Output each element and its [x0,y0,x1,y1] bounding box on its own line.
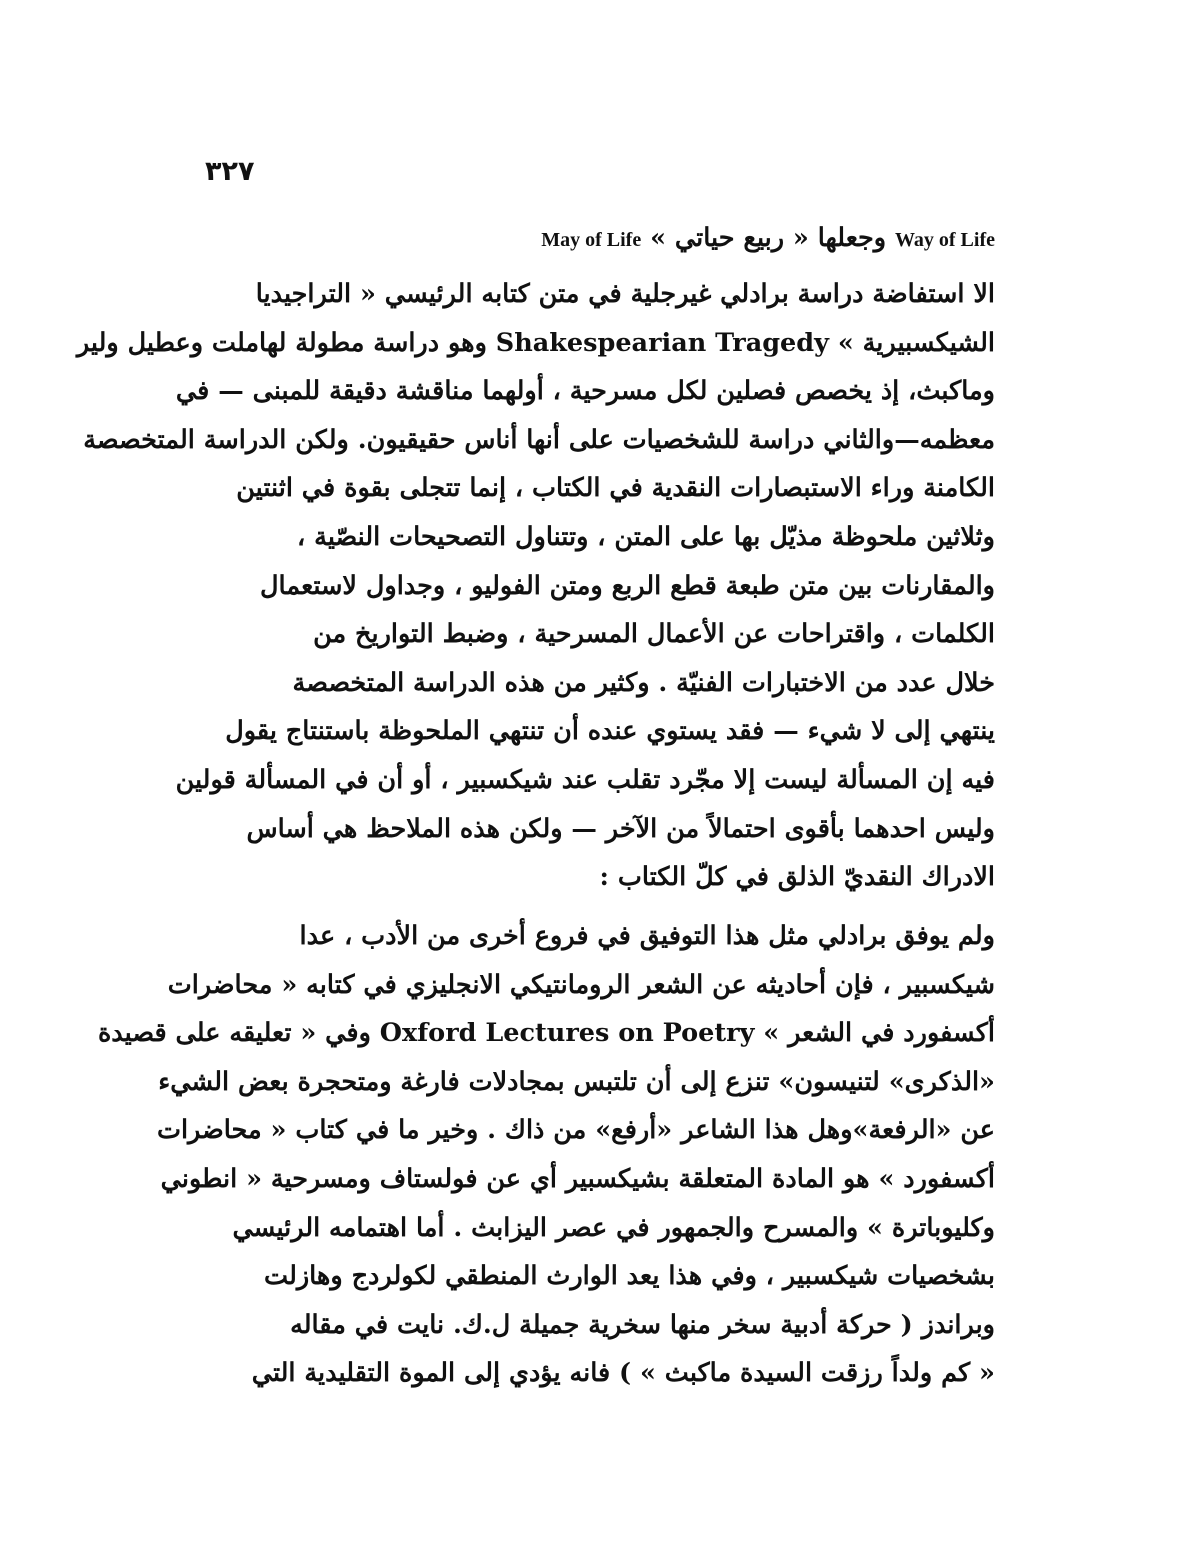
text-line: عن «الرفعة»وهل هذا الشاعر «أرفع» من ذاك . وخير ما في كتاب « محاضرات [156,1115,995,1146]
text-line: وماكبث، إذ يخصص فصلين لكل مسرحية ، أولهما مناقشة دقيقة للمبنى — في [175,376,995,407]
text-line: والمقارنات بين متن طبعة قطع الربع ومتن الفوليو ، وجداول لاستعمال [260,570,995,601]
english-term-way-of-life: Way of Life [895,229,995,251]
text-line: وبراندز ( حركة أدبية سخر منها سخرية جميلة ل.ك. نايت في مقاله [290,1309,995,1340]
text-line: وليس احدهما بأقوى احتمالاً من الآخر — ولكن هذه الملاحظ هي أساس [246,813,995,844]
text-line: فيه إن المسألة ليست إلا مجّرد تقلب عند شيكسبير ، أو أن في المسألة قولين [175,764,995,795]
header-line [205,218,995,260]
text-line: أكسفورد » هو المادة المتعلقة بشيكسبير أي عن فولستاف ومسرحية « انطوني [160,1163,995,1194]
text-line: ينتهي إلى لا شيء — فقد يستوي عنده أن تنتهي الملحوظة باستنتاج يقول [225,716,995,747]
text-line: الكلمات ، واقتراحات عن الأعمال المسرحية ، وضبط التواريخ من [313,619,995,650]
text-line: خلال عدد من الاختبارات الفنيّة . وكثير من هذه الدراسة المتخصصة [292,667,995,698]
paragraph-2 [97,912,995,1398]
text-line: الا استفاضة دراسة برادلي غيرجلية في متن كتابه الرئيسي « التراجيديا [255,279,995,309]
arabic-header-text: وجعلها « ربيع حياتي » [650,223,887,253]
text-line: الادراك النقديّ الذلق في كلّ الكتاب : [599,862,995,893]
text-line: وثلاثين ملحوظة مذيّل بها على المتن ، وتتناول التصحيحات النصّية ، [297,521,995,552]
text-line: ولم يوفق برادلي مثل هذا التوفيق في فروع أخرى من الأدب ، عدا [299,921,995,951]
text-line: الكامنة وراء الاستبصارات النقدية في الكتاب ، إنما تتجلى بقوة في اثنتين [236,473,995,504]
paragraph-1 [76,270,995,902]
text-line: شيكسبير ، فإن أحاديثه عن الشعر الرومانتيكي الانجليزي في كتابه « محاضرات [167,969,995,1000]
english-term-may-of-life: May of Life [541,229,642,251]
text-line: بشخصيات شيكسبير ، وفي هذا يعد الوارث المنطقي لكولردج وهازلت [264,1261,995,1292]
page-number: ٣٢٧ [205,156,255,187]
text-line: أكسفورد في الشعر » Oxford Lectures on Poetry وفي « تعليقه على قصيدة [97,1018,995,1049]
text-line: «الذكرى» لتنيسون» تنزع إلى أن تلتبس بمجادلات فارغة ومتحجرة بعض الشيء [158,1066,995,1097]
text-line: الشيكسبيرية » Shakespearian Tragedy وهو دراسة مطولة لهاملت وعطيل ولير [76,327,995,358]
text-line: وكليوباترة » والمسرح والجمهور في عصر اليزابث . أما اهتمامه الرئيسي [232,1212,995,1243]
text-line: معظمه—والثاني دراسة للشخصيات على أنها أناس حقيقيون. ولكن الدراسة المتخصصة [83,424,995,455]
text-line: « كم ولداً رزقت السيدة ماكبث » ) فانه يؤدي إلى الموة التقليدية التي [251,1358,995,1389]
